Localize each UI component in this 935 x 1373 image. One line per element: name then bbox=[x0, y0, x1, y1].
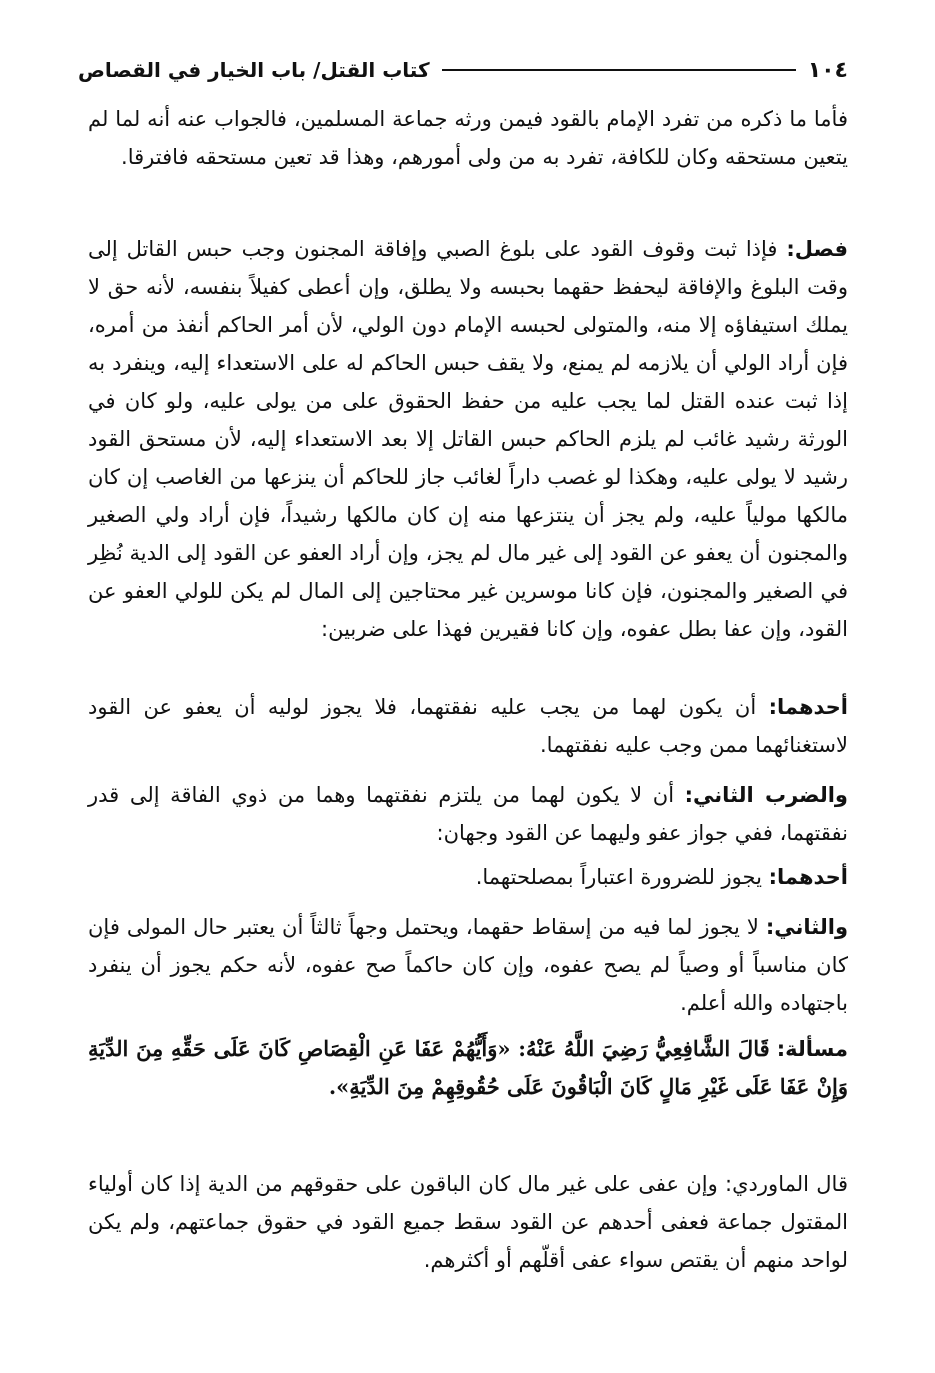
paragraph-2 bbox=[88, 230, 848, 648]
paragraph-quote: قَالَ الشَّافِعِيُّ رَضِيَ اللَّهُ عَنْهُ: «وَأَيُّهُمْ عَفَا عَنِ الْقِصَاصِ كَانَ عَلَى حَقِّهِ مِنَ الدِّيَةِ وَإِنْ عَفَا عَلَى غَيْرِ مَالٍ كَانَ الْبَاقُونَ عَلَى حُقُوقِهِمْ مِنَ الدِّيَةِ». bbox=[88, 1036, 848, 1099]
paragraph-8 bbox=[88, 1165, 848, 1279]
running-title: كتاب القتل/ باب الخيار في القصاص bbox=[78, 58, 430, 82]
page-header bbox=[78, 50, 848, 90]
paragraph-lead: فصل: bbox=[786, 237, 848, 261]
paragraph-lead: أحدهما: bbox=[768, 865, 848, 889]
header-rule bbox=[442, 69, 796, 71]
paragraph-7 bbox=[88, 1030, 848, 1106]
paragraph-lead: أحدهما: bbox=[768, 695, 848, 719]
paragraph-lead: مسألة: bbox=[776, 1037, 848, 1061]
paragraph-lead: والضرب الثاني: bbox=[684, 783, 848, 807]
paragraph-text: أن لا يكون لهما من يلتزم نفقتهما وهما من ذوي الفاقة إلى قدر نفقتهما، ففي جواز عفو وليهما عن القود وجهان: bbox=[88, 783, 848, 845]
paragraph-text: يجوز للضرورة اعتباراً بمصلحتهما. bbox=[475, 865, 762, 889]
paragraph-lead: والثاني: bbox=[765, 915, 848, 939]
paragraph-5 bbox=[88, 858, 848, 896]
paragraph-6 bbox=[88, 908, 848, 1022]
paragraph-3 bbox=[88, 688, 848, 764]
paragraph-text: أن يكون لهما من يجب عليه نفقتهما، فلا يجوز لوليه أن يعفو عن القود لاستغنائهما ممن وجب عليه نفقتهما. bbox=[88, 695, 848, 757]
paragraph-text: فأما ما ذكره من تفرد الإمام بالقود فيمن ورثه جماعة المسلمين، فالجواب عنه أنه لما لم يتعين مستحقه وكان للكافة، تفرد به من ولى أمورهم، وهذا قد تعين مستحقه فافترقا. bbox=[88, 107, 848, 169]
paragraph-text: قال الماوردي: وإن عفى على غير مال كان الباقون على حقوقهم من الدية إذا كان أولياء المقتول جماعة فعفى أحدهم عن القود سقط جميع القود في حقوق جماعتهم، ولم يكن لواحد منهم أن يقتص سواء عفى أقلّهم أو أكثرهم. bbox=[88, 1172, 848, 1272]
paragraph-text: فإذا ثبت وقوف القود على بلوغ الصبي وإفاقة المجنون وجب حبس القاتل إلى وقت البلوغ والإفاقة ليحفظ حقهما بحبسه ولا يطلق، وإن أعطى كفيلاً بنفسه، لأنه حق لا يملك استيفاؤه إلا منه، والمتولى لحبسه الإمام دون الولي، لأن أمر الحاكم أنفذ من أمره، فإن أراد الولي أن يلازمه لم يمنع، ولا يقف حبس الحاكم له على الاستعداء إليه، وينفرد به إذا ثبت عنده القتل لما يجب عليه من حفظ الحقوق على من يولى عليه، ولو كان في الورثة رشيد غائب لم يلزم الحاكم حبس القاتل إلا بعد الاستعداء إليه، لأن مستحق القود رشيد لا يولى عليه، وهكذا لو غصب داراً لغائب جاز للحاكم أن ينزعها من الغاصب إن كان مالكها مولياً عليه، ولم يجز أن ينتزعها منه إن كان مالكها رشيداً، فإن أراد ولي الصغير والمجنون أن يعفو عن القود إلى غير مال لم يجز، وإن أراد العفو عن القود إلى الدية نُظِر في الصغير والمجنون، فإن كانا موسرين غير محتاجين إلى المال لم يكن للولي العفو عن القود، وإن عفا بطل عفوه، وإن كانا فقيرين فهذا على ضربين: bbox=[88, 237, 848, 641]
paragraph-1 bbox=[88, 100, 848, 176]
page-number: ١٠٤ bbox=[807, 57, 848, 83]
paragraph-4 bbox=[88, 776, 848, 852]
paragraph-text: لا يجوز لما فيه من إسقاط حقهما، ويحتمل وجهاً ثالثاً أن يعتبر حال المولى فإن كان مناسباً أو وصياً لم يصح عفوه، وإن كان حاكماً صح عفوه، لأنه حكم يجوز أن ينفرد باجتهاده والله أعلم. bbox=[88, 915, 848, 1015]
